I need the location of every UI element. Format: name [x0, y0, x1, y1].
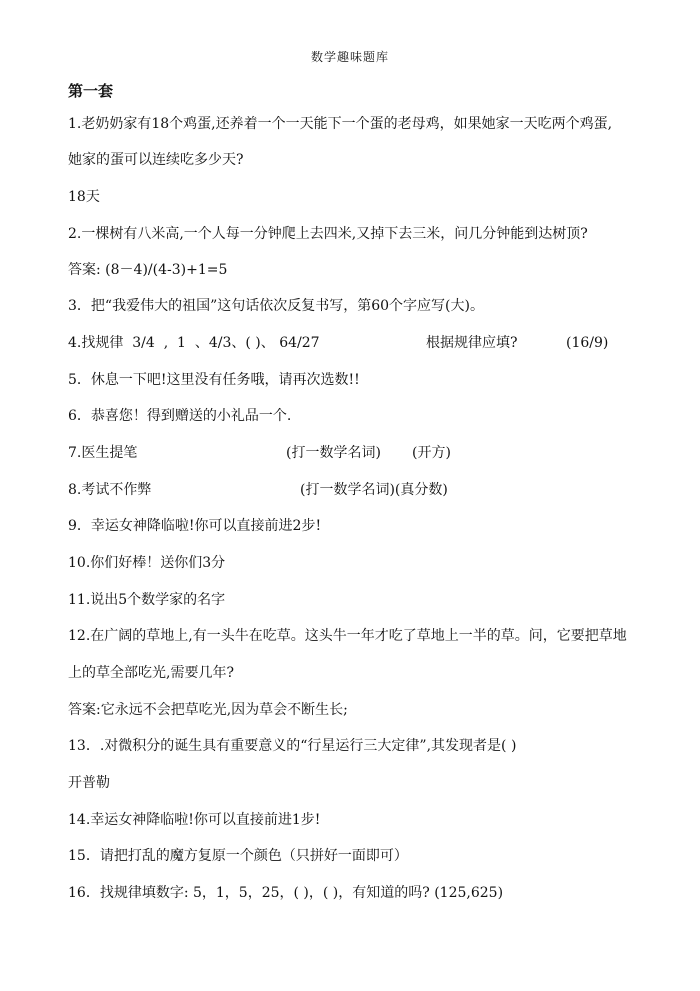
question-5: 5．休息一下吧!这里没有任务哦，请再次选数!!: [68, 372, 360, 388]
question-9: 9．幸运女神降临啦!你可以直接前进2步!: [68, 518, 322, 534]
question-15: 15．请把打乱的魔方复原一个颜色（只拼好一面即可）: [68, 848, 408, 864]
answer-2: 答案: (8－4)/(4-3)+1=5: [68, 262, 228, 278]
question-4: 4.找规律 3/4 , 1 、4/3、( )、 64/27: [68, 335, 320, 351]
question-12-line-2: 上的草全部吃光,需要几年?: [68, 665, 234, 681]
question-3: 3．把“我爱伟大的祖国”这句话依次反复书写，第60个字应写(大)。: [68, 298, 484, 314]
set-title: 第一套: [68, 82, 114, 100]
question-10: 10.你们好棒！送你们3分: [68, 555, 226, 571]
question-8: 8.考试不作弊: [68, 482, 152, 498]
answer-12: 答案:它永远不会把草吃光,因为草会不断生长;: [68, 702, 348, 718]
question-11: 11.说出5个数学家的名字: [68, 592, 226, 608]
question-14: 14.幸运女神降临啦!你可以直接前进1步!: [68, 812, 321, 828]
question-13: 13．.对微积分的诞生具有重要意义的“行星运行三大定律”,其发现者是( ): [68, 738, 517, 754]
question-7-answer: (开方): [412, 445, 451, 461]
page-header: 数学趣味题库: [310, 50, 389, 64]
question-7-hint: (打一数学名词): [286, 445, 381, 461]
question-1-line-2: 她家的蛋可以连续吃多少天?: [68, 152, 244, 168]
question-8-hint: (打一数学名词)(真分数): [300, 482, 448, 498]
question-1-line-1: 1.老奶奶家有18个鸡蛋,还养着一个一天能下一个蛋的老母鸡，如果她家一天吃两个鸡蛋,: [68, 116, 613, 132]
question-4-answer: (16/9): [566, 335, 609, 351]
question-6: 6．恭喜您！得到赠送的小礼品一个.: [68, 408, 292, 424]
answer-13: 开普勒: [68, 775, 110, 791]
question-16: 16．找规律填数字: 5，1，5，25，( )，( )，有知道的吗? (125,625): [68, 885, 504, 901]
answer-1: 18天: [68, 189, 100, 205]
question-12-line-1: 12.在广阔的草地上,有一头牛在吃草。这头牛一年才吃了草地上一半的草。问，它要把草地: [68, 628, 627, 644]
question-2: 2.一棵树有八米高,一个人每一分钟爬上去四米,又掉下去三米，问几分钟能到达树顶?: [68, 226, 588, 242]
question-7: 7.医生提笔: [68, 445, 138, 461]
question-4-hint: 根据规律应填?: [426, 335, 518, 351]
